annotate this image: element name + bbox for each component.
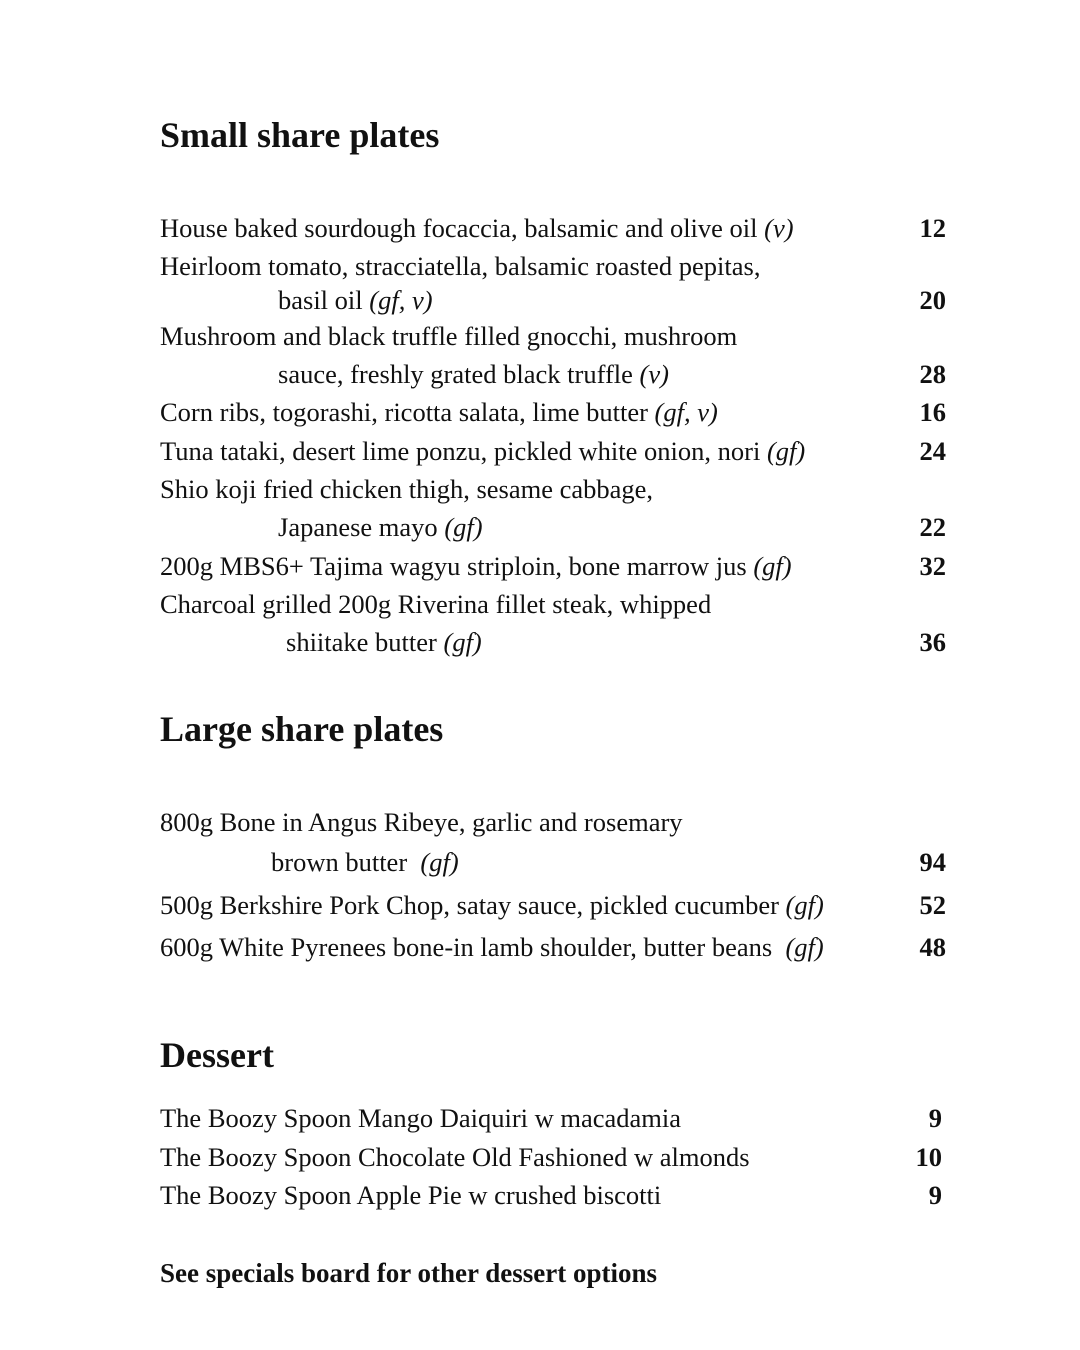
menu-item-name: The Boozy Spoon Chocolate Old Fashioned w almonds <box>160 1142 750 1172</box>
menu-item-name: 200g MBS6+ Tajima wagyu striploin, bone marrow jus (gf) <box>160 551 792 581</box>
menu-item-price: 10 <box>915 1142 942 1172</box>
menu-item-name-cont: basil oil (gf, v) <box>278 285 433 315</box>
menu-item-name-cont: brown butter (gf) <box>271 847 459 877</box>
menu-item-price: 52 <box>919 890 946 920</box>
menu-item-price: 20 <box>919 285 946 315</box>
menu-item-name: Shio koji fried chicken thigh, sesame cabbage, <box>160 474 654 504</box>
menu-item-name: Heirloom tomato, stracciatella, balsamic roasted pepitas, <box>160 251 761 281</box>
menu-item-price: 48 <box>919 932 946 962</box>
specials-note: See specials board for other dessert options <box>160 1258 657 1288</box>
menu-item-name: 600g White Pyrenees bone-in lamb shoulder, butter beans (gf) <box>160 932 824 962</box>
menu-item-name: Mushroom and black truffle filled gnocchi, mushroom <box>160 321 738 351</box>
menu-item-price: 12 <box>919 213 946 243</box>
menu-item-name: Charcoal grilled 200g Riverina fillet steak, whipped <box>160 589 712 619</box>
section-title-dessert: Dessert <box>160 1035 274 1075</box>
menu-item-name-cont: Japanese mayo (gf) <box>278 512 483 542</box>
menu-item-price: 28 <box>919 359 946 389</box>
menu-item-name: 800g Bone in Angus Ribeye, garlic and rosemary <box>160 807 683 837</box>
menu-item-name: Tuna tataki, desert lime ponzu, pickled white onion, nori (gf) <box>160 436 806 466</box>
menu-item-price: 24 <box>919 436 946 466</box>
menu-item-price: 9 <box>928 1180 942 1210</box>
menu-item-name: House baked sourdough focaccia, balsamic and olive oil (v) <box>160 213 794 243</box>
menu-item-name: The Boozy Spoon Mango Daiquiri w macadamia <box>160 1103 682 1133</box>
section-title-large-plates: Large share plates <box>160 709 444 749</box>
menu-item-name: Corn ribs, togorashi, ricotta salata, lime butter (gf, v) <box>160 397 718 427</box>
section-title-small-plates: Small share plates <box>160 115 440 155</box>
menu-item-price: 22 <box>919 512 946 542</box>
menu-item-name-cont: sauce, freshly grated black truffle (v) <box>278 359 669 389</box>
menu-item-price: 32 <box>919 551 946 581</box>
menu-item-name-cont: shiitake butter (gf) <box>286 627 482 657</box>
menu-item-name: The Boozy Spoon Apple Pie w crushed biscotti <box>160 1180 662 1210</box>
menu-item-price: 94 <box>919 847 946 877</box>
menu-item-price: 9 <box>928 1103 942 1133</box>
menu-item-name: 500g Berkshire Pork Chop, satay sauce, pickled cucumber (gf) <box>160 890 824 920</box>
menu-item-price: 36 <box>919 627 946 657</box>
menu-item-price: 16 <box>919 397 946 427</box>
